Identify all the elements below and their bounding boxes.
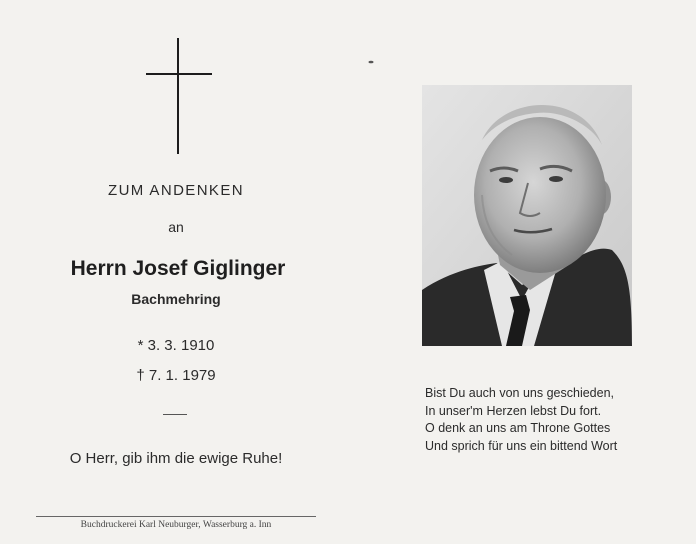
poem-line: Bist Du auch von uns geschieden,	[425, 386, 615, 400]
poem-line: In unser'm Herzen lebst Du fort.	[425, 403, 602, 418]
cross-icon	[146, 38, 212, 156]
portrait-image	[422, 85, 632, 346]
printer-imprint: Buchdruckerei Karl Neuburger, Wasserburg a. Inn	[80, 520, 272, 530]
divider	[163, 414, 187, 415]
paper-speck	[368, 60, 374, 64]
poem-line: O denk an uns am Throne Gottes	[425, 421, 611, 435]
death-date: † 7. 1. 1979	[136, 367, 216, 384]
birth-date: * 3. 3. 1910	[137, 337, 215, 354]
deceased-name: Herrn Josef Giglinger	[70, 257, 286, 280]
portrait-photo	[422, 85, 632, 346]
an-label: an	[168, 219, 184, 235]
poem	[425, 385, 685, 455]
place-name: Bachmehring	[131, 291, 221, 307]
poem-line: Und sprich für uns ein bittend Wort	[425, 438, 618, 453]
footer-rule	[36, 516, 316, 517]
heading: ZUM ANDENKEN	[108, 182, 244, 199]
prayer-text: O Herr, gib ihm die ewige Ruhe!	[69, 450, 283, 467]
